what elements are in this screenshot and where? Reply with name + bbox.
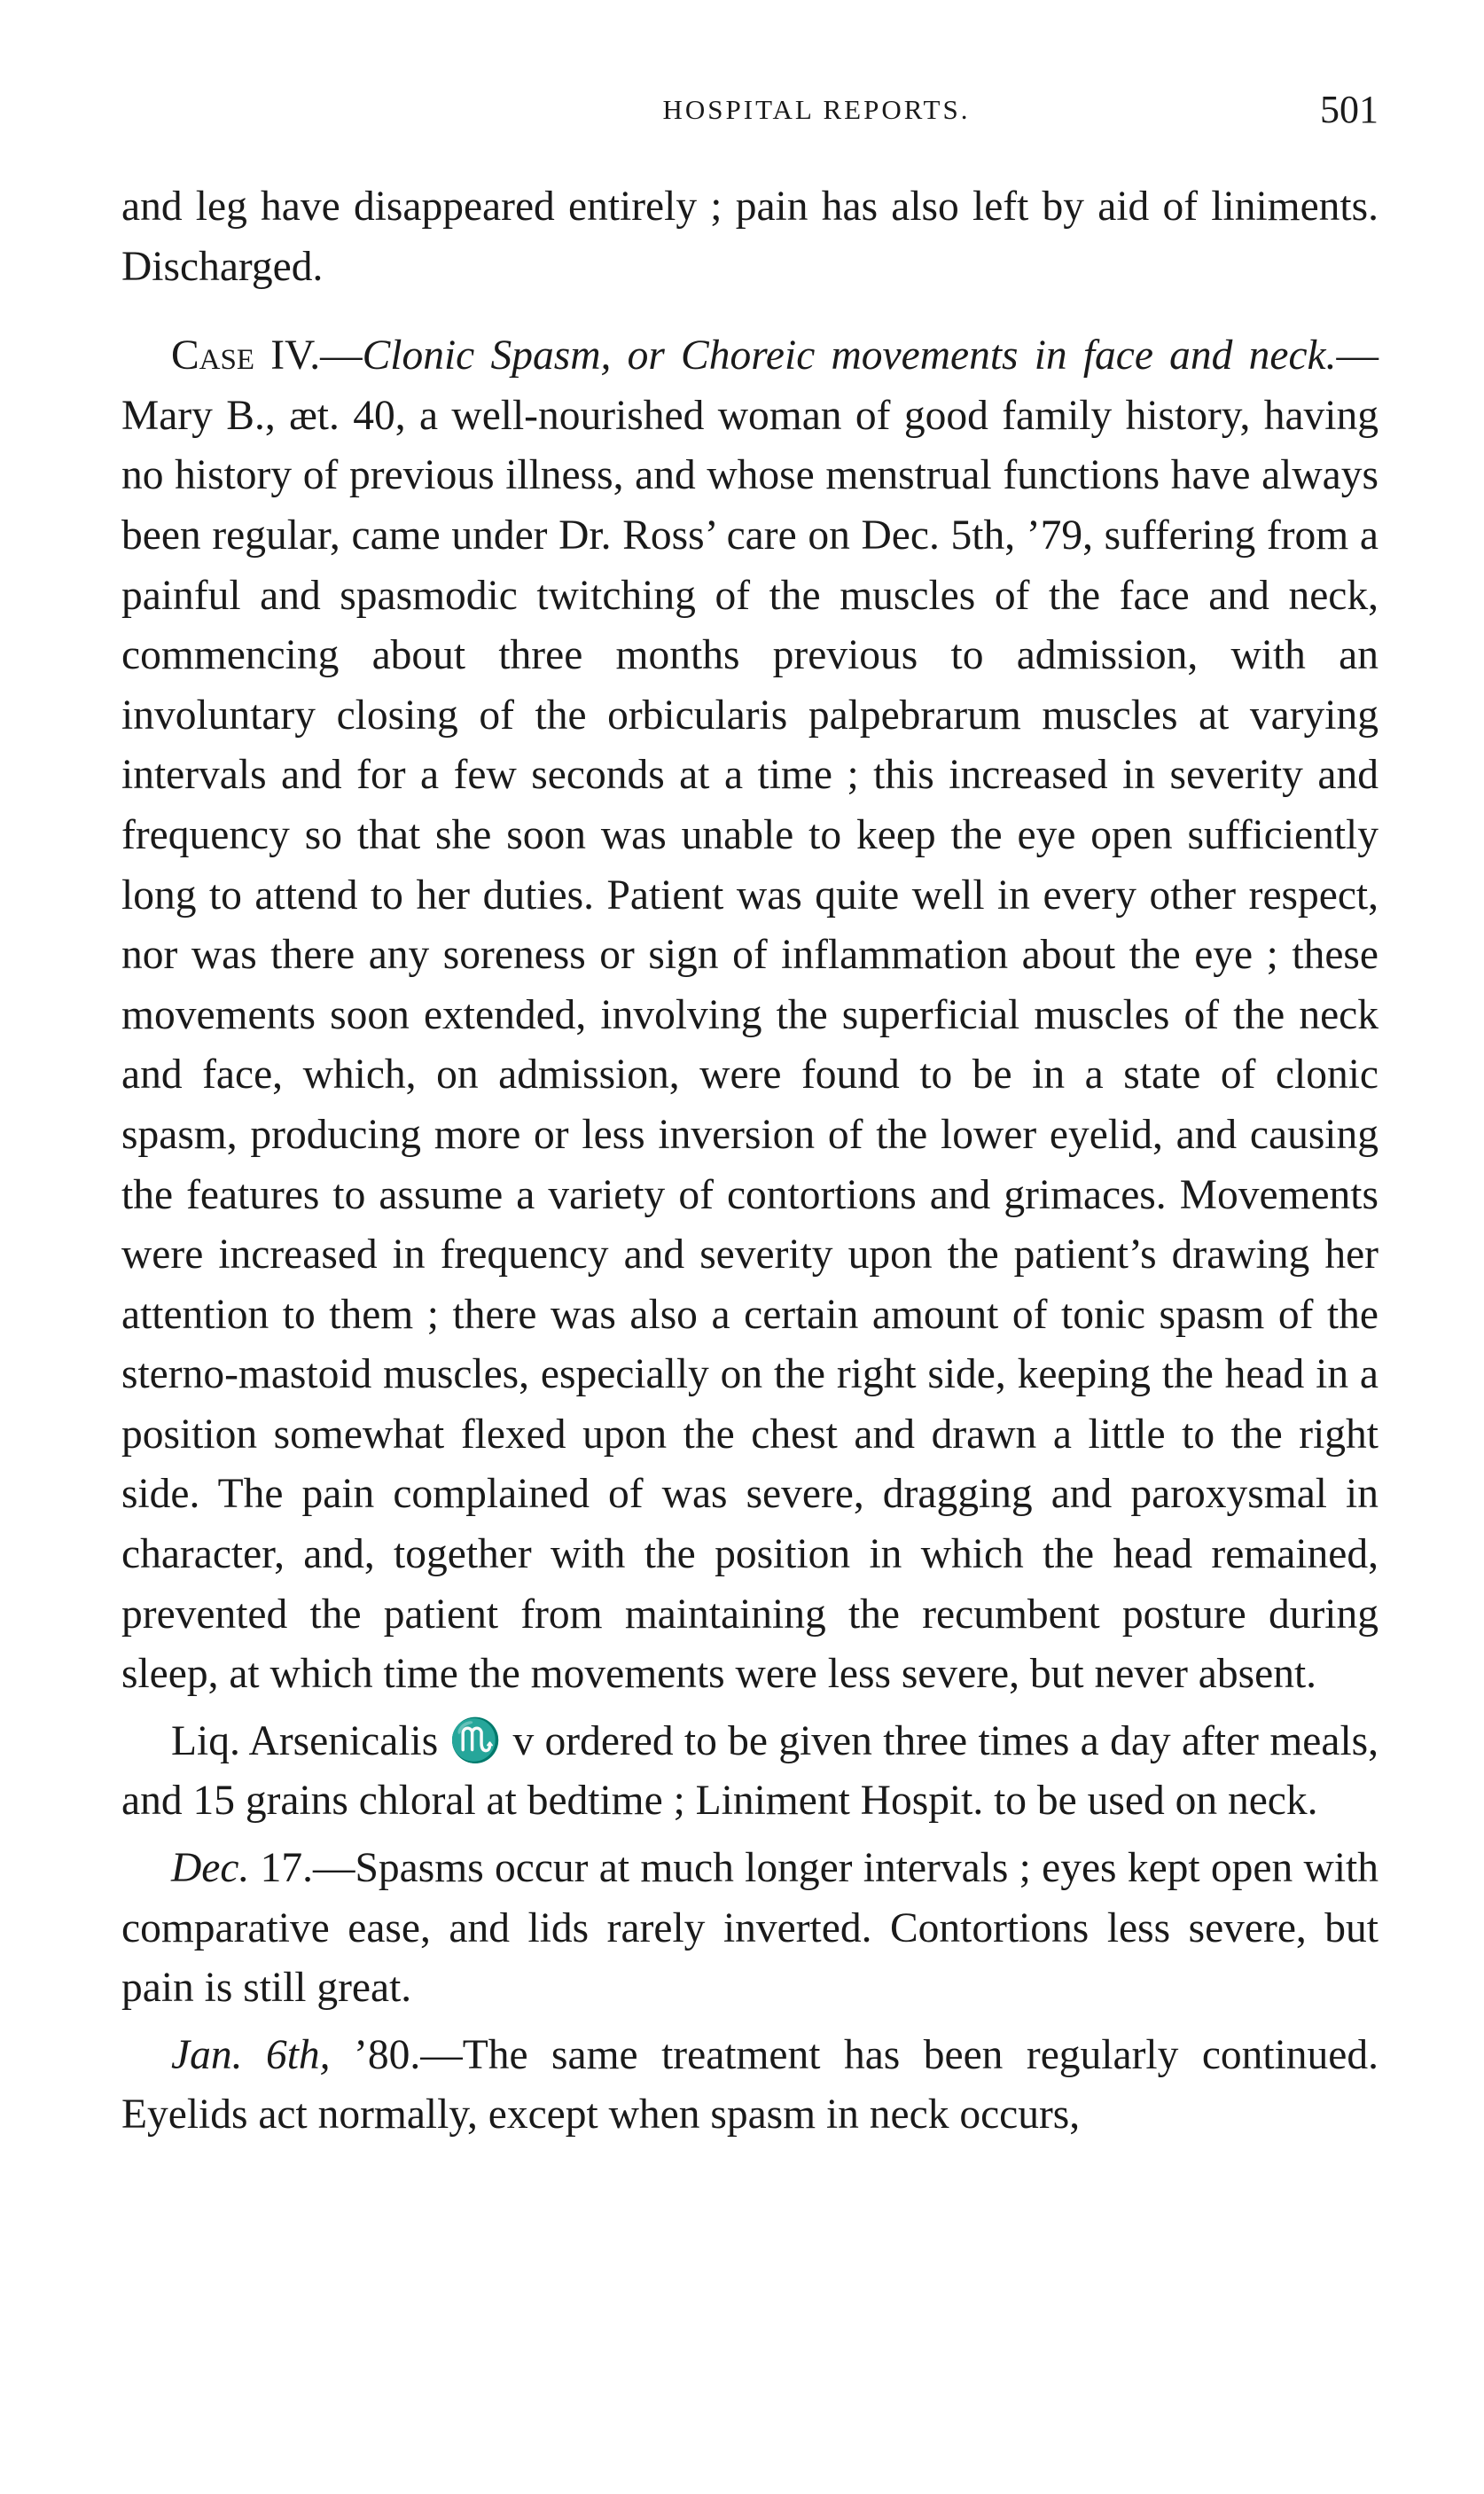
case-dash: — (320, 332, 363, 379)
date-jan: Jan. 6th, (171, 2031, 331, 2078)
paragraph-case-iv (121, 326, 1379, 1705)
paragraph-dec-17 (121, 1839, 1379, 2019)
paragraph-treatment: Liq. Arsenicalis ♏ v ordered to be given three times a day after meals, and 15 grains chloral at bedtime ; Liniment Hospit. to be used on neck. (121, 1717, 1379, 1825)
case-title: Clonic Spasm, or Choreic movements in face and neck. (362, 332, 1337, 379)
body-text (121, 177, 1379, 2146)
paragraph-continuation: and leg have disappeared entirely ; pain has also left by aid of liniments. Discharged. (121, 184, 1379, 290)
case-label: Case IV. (171, 332, 321, 379)
dec-17-text: 17.—Spasms occur at much longer intervals ; eyes kept open with comparative ease, and lids rarely inverted. Contortions less severe, but pain is still great. (121, 1845, 1379, 2012)
jan-6-text: ’80.—The same treatment has been regularly continued. Eyelids act normally, except when spasm in neck occurs, (121, 2031, 1379, 2138)
date-dec: Dec. (171, 1845, 250, 1892)
page-number: 501 (1320, 88, 1379, 131)
paragraph-jan-6 (121, 2026, 1379, 2146)
case-body: —Mary B., æt. 40, a well-nourished woman of good family history, having no history of previous illness, and whose menstrual functions have always been regular, came under Dr. Ross’ care on Dec. 5th, ’79, suffering from a painful and spasmodic twitching of the muscles of the face and neck, commencing about three months previous to admission, with an involuntary closing of the orbicularis palpebrarum muscles at varying intervals and for a few seconds at a time ; this increased in severity and frequency so that she soon was unable to keep the eye open sufficiently long to attend to her duties. Patient was quite well in every other respect, nor was there any soreness or sign of inflammation about the eye ; these movements soon extended, involving the superficial muscles of the neck and face, which, on admission, were found to be in a state of clonic spasm, producing more or less inversion of the lower eyelid, and causing the features to assume a variety of contortions and grimaces. Movements were increased in frequency and severity upon the patient’s drawing her attention to them ; there was also a certain amount of tonic spasm of the sterno-mastoid muscles, especially on the right side, keeping the head in a position somewhat flexed upon the chest and drawn a little to the right side. The pain complained of was severe, dragging and paroxysmal in character, and, together with the position in which the head remained, prevented the patient from maintaining the recumbent posture during sleep, at which time the movements were less severe, but never absent. (121, 332, 1379, 1698)
running-head: HOSPITAL REPORTS. (662, 94, 971, 125)
page-header (121, 87, 1379, 140)
